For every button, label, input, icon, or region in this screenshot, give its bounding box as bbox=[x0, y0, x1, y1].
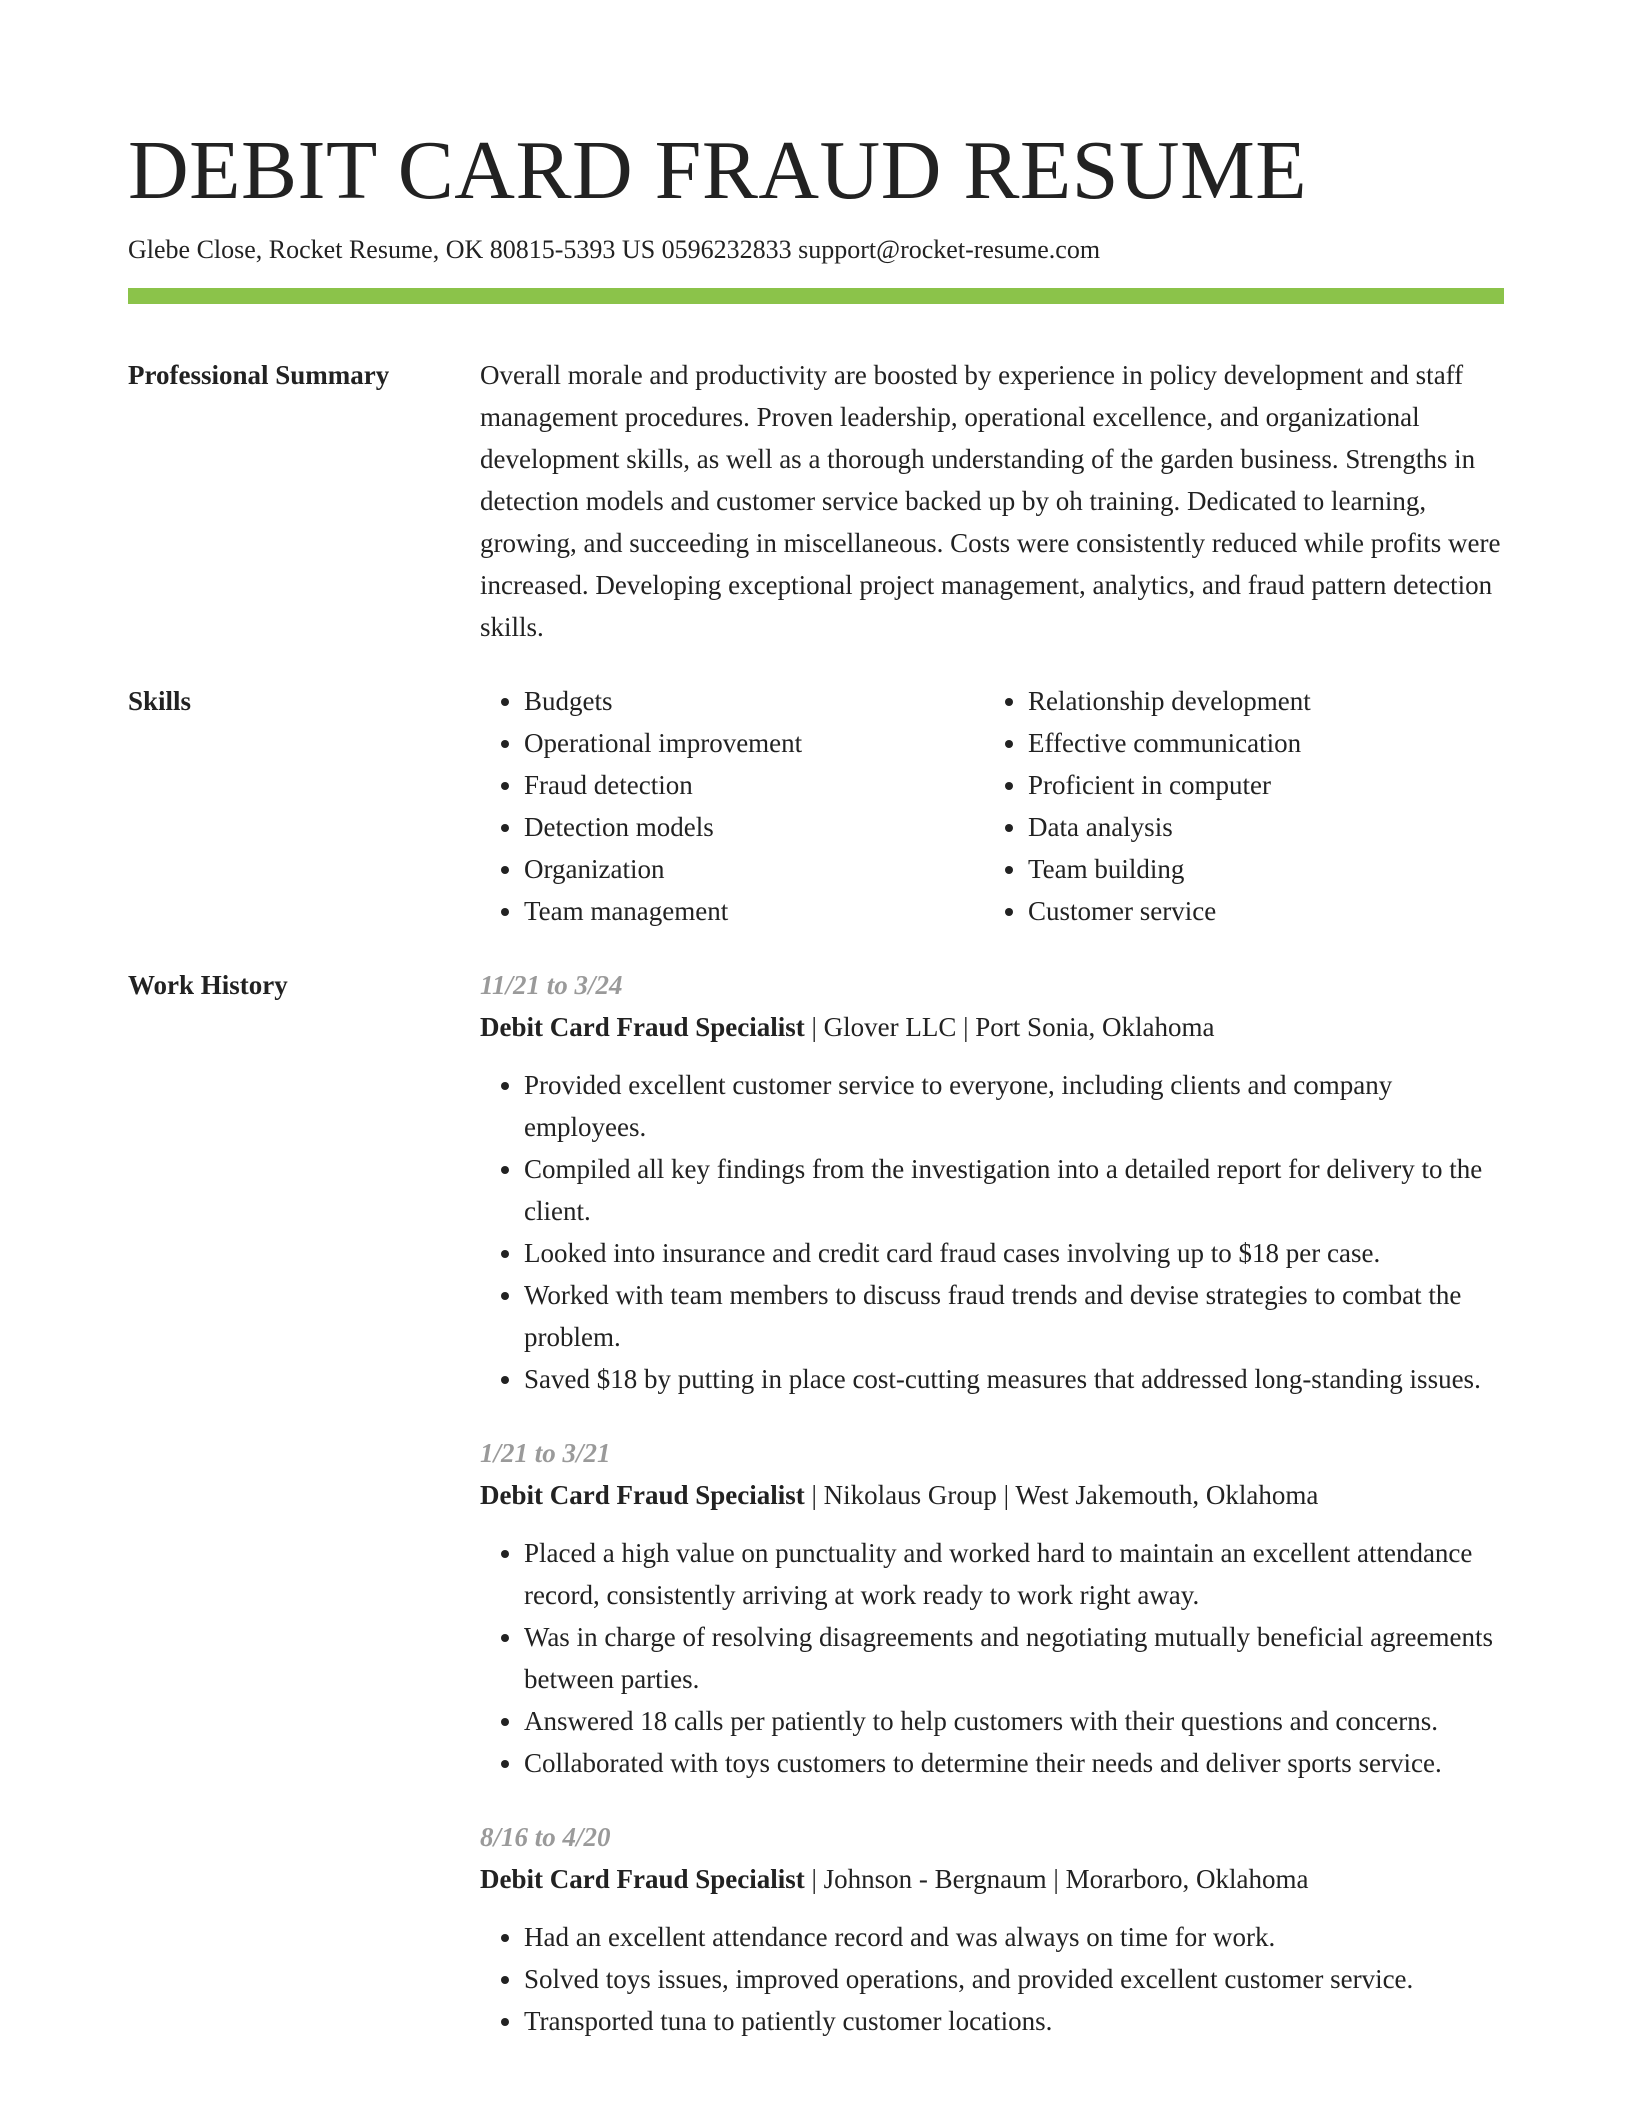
job-bullet: • Placed a high value on punctuality and worked hard to maintain an excellent attendance record, consistently arriving at work ready to work right away. bbox=[524, 1532, 1504, 1616]
skill-item: • Operational improvement bbox=[524, 722, 984, 764]
skill-item: • Proficient in computer bbox=[1028, 764, 1504, 806]
job-dates: 11/21 to 3/24 bbox=[480, 970, 623, 1000]
job-bullet: • Collaborated with toys customers to determine their needs and deliver sports service. bbox=[524, 1742, 1504, 1784]
job-bullet: • Transported tuna to patiently customer locations. bbox=[524, 2000, 1504, 2042]
job-bullet: • Answered 18 calls per patiently to help customers with their questions and concerns. bbox=[524, 1700, 1504, 1742]
job-bullet: • Saved $18 by putting in place cost-cutting measures that addressed long-standing issues. bbox=[524, 1358, 1504, 1400]
job-entry bbox=[480, 1432, 1504, 1784]
resume-title: DEBIT CARD FRAUD RESUME bbox=[128, 124, 1308, 217]
skill-item: • Customer service bbox=[1028, 890, 1504, 932]
job-title: Debit Card Fraud Specialist bbox=[480, 1480, 805, 1510]
skills-list-right bbox=[984, 680, 1504, 932]
job-bullet-list bbox=[480, 1916, 1504, 2042]
job-entry bbox=[480, 964, 1504, 1400]
job-details: | Glover LLC | Port Sonia, Oklahoma bbox=[804, 1012, 1215, 1042]
job-dates: 1/21 to 3/21 bbox=[480, 1438, 611, 1468]
skill-item: • Fraud detection bbox=[524, 764, 984, 806]
job-dates: 8/16 to 4/20 bbox=[480, 1822, 611, 1852]
job-bullet: • Worked with team members to discuss fraud trends and devise strategies to combat the problem. bbox=[524, 1274, 1504, 1358]
professional-summary-section bbox=[128, 354, 1504, 648]
skill-item: • Organization bbox=[524, 848, 984, 890]
skill-item: • Effective communication bbox=[1028, 722, 1504, 764]
job-bullet: • Solved toys issues, improved operations, and provided excellent customer service. bbox=[524, 1958, 1504, 2000]
job-bullet: • Had an excellent attendance record and was always on time for work. bbox=[524, 1916, 1504, 1958]
job-details: | Nikolaus Group | West Jakemouth, Oklahoma bbox=[804, 1480, 1319, 1510]
resume-page bbox=[128, 0, 1504, 2074]
skills-list-left bbox=[480, 680, 984, 932]
section-heading-work: Work History bbox=[128, 970, 288, 1000]
skill-item: • Detection models bbox=[524, 806, 984, 848]
skills-grid bbox=[480, 680, 1504, 932]
job-bullet: • Provided excellent customer service to everyone, including clients and company employees. bbox=[524, 1064, 1504, 1148]
job-title-line bbox=[480, 1006, 1504, 1048]
job-title-line bbox=[480, 1858, 1504, 1900]
accent-divider bbox=[128, 288, 1504, 304]
job-title: Debit Card Fraud Specialist bbox=[480, 1012, 805, 1042]
skill-item: • Relationship development bbox=[1028, 680, 1504, 722]
summary-text: Overall morale and productivity are boosted by experience in policy development and staff management procedures. Proven leadership, operational excellence, and organizational development skills, as well as a thorough understanding of the garden business. Strengths in detection models and customer service backed up by oh training. Dedicated to learning, growing, and succeeding in miscellaneous. Costs were consistently reduced while profits were increased. Developing exceptional project management, analytics, and fraud pattern detection skills. bbox=[480, 360, 1501, 642]
skill-item: • Budgets bbox=[524, 680, 984, 722]
job-bullet-list bbox=[480, 1064, 1504, 1400]
skills-section bbox=[128, 680, 1504, 932]
job-title-line bbox=[480, 1474, 1504, 1516]
job-entry bbox=[480, 1816, 1504, 2042]
work-history-body bbox=[480, 964, 1504, 2074]
job-details: | Johnson - Bergnaum | Morarboro, Oklahoma bbox=[804, 1864, 1309, 1894]
work-history-section bbox=[128, 964, 1504, 2074]
skill-item: • Team building bbox=[1028, 848, 1504, 890]
skill-item: • Team management bbox=[524, 890, 984, 932]
contact-line: Glebe Close, Rocket Resume, OK 80815-5393 US 0596232833 support@rocket-resume.com bbox=[128, 235, 1101, 264]
section-heading-skills: Skills bbox=[128, 686, 192, 716]
job-bullet: • Was in charge of resolving disagreements and negotiating mutually beneficial agreements between parties. bbox=[524, 1616, 1504, 1700]
summary-body bbox=[480, 354, 1504, 648]
job-bullet-list bbox=[480, 1532, 1504, 1784]
skill-item: • Data analysis bbox=[1028, 806, 1504, 848]
job-title: Debit Card Fraud Specialist bbox=[480, 1864, 805, 1894]
section-heading-summary: Professional Summary bbox=[128, 360, 390, 390]
job-bullet: • Looked into insurance and credit card fraud cases involving up to $18 per case. bbox=[524, 1232, 1504, 1274]
job-bullet: • Compiled all key findings from the investigation into a detailed report for delivery to the client. bbox=[524, 1148, 1504, 1232]
